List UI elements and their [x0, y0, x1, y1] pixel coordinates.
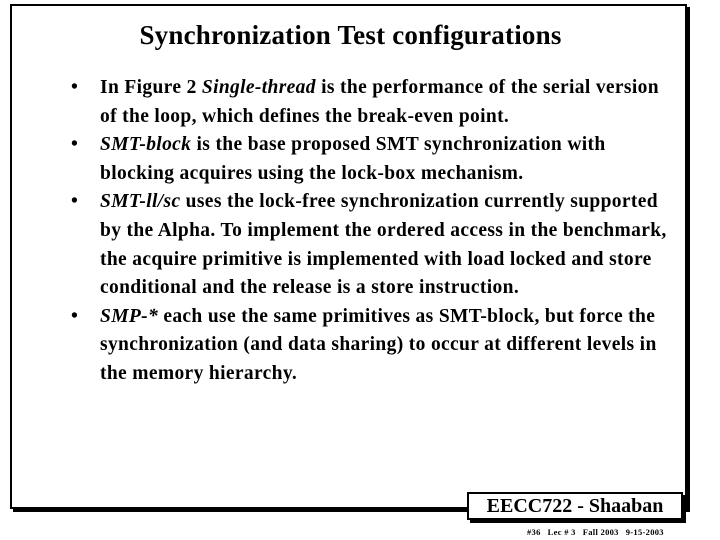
bullet-marker: •	[71, 134, 79, 156]
bullet-term: SMP-*	[100, 305, 159, 327]
slide-number: #36	[527, 527, 541, 537]
bullet-list	[68, 74, 678, 389]
course-term: Fall 2003	[582, 527, 619, 537]
slide-frame	[10, 4, 687, 509]
bullet-item-smt-llsc	[68, 188, 678, 302]
bullet-term: Single-thread	[201, 77, 316, 98]
bullet-text-after: each use the same primitives as SMT-block, but force the synchronization (and data sharing) to occur at different levels in the memory hierarchy.	[100, 305, 657, 384]
bullet-item-smt-block	[68, 131, 678, 188]
bullet-term: SMT-ll/sc	[100, 191, 181, 213]
bullet-text-before: In Figure 2	[100, 77, 202, 98]
bullet-term: SMT-block	[100, 134, 192, 156]
slide-footer-info	[527, 527, 664, 537]
bullet-item-single-thread	[68, 74, 678, 131]
bullet-marker: •	[71, 305, 79, 327]
bullet-text-after: is the performance of the serial version of the loop, which defines the break-even point.	[100, 77, 659, 127]
bullet-marker: •	[71, 77, 79, 98]
course-footer-box: EECC722 - Shaaban	[467, 492, 683, 520]
slide-title: Synchronization Test configurations	[139, 20, 562, 50]
bullet-marker: •	[71, 191, 79, 213]
bullet-text-after: is the base proposed SMT synchronization with blocking acquires using the lock-box mechanism.	[100, 134, 606, 184]
lecture-date: 9-15-2003	[625, 527, 664, 537]
bullet-text-after: uses the lock-free synchronization currently supported by the Alpha. To implement the ordered access in the benchmark, the acquire primitive is implemented with load locked and store conditional and the release is a store instruction.	[100, 191, 667, 299]
bullet-item-smp	[68, 303, 678, 389]
lecture-number: Lec # 3	[547, 527, 576, 537]
